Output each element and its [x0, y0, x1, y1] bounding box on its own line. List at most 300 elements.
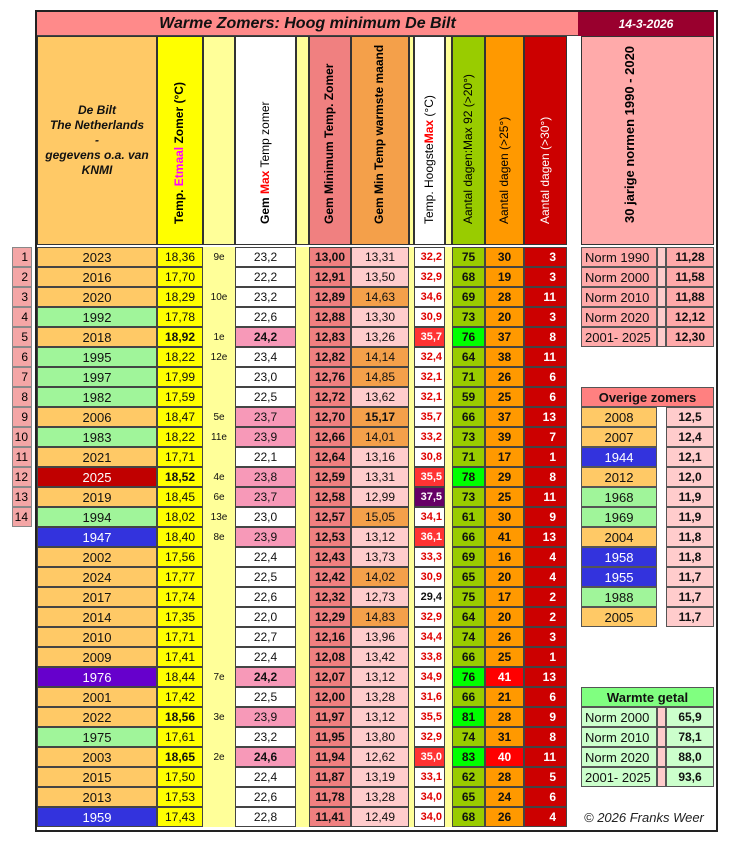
hoogste-max-cell: 35,5: [414, 467, 445, 487]
overige-value: 11,9: [666, 487, 714, 507]
days-20-cell: 83: [452, 747, 485, 767]
year-cell: 1947: [37, 527, 157, 547]
min-maand-cell: 13,31: [351, 247, 409, 267]
max-temp-cell: 22,5: [235, 567, 296, 587]
max-temp-cell: 22,1: [235, 447, 296, 467]
days-30-cell: 11: [524, 347, 567, 367]
position-label: [203, 307, 235, 327]
min-maand-cell: 13,31: [351, 467, 409, 487]
days-25-cell: 39: [485, 427, 524, 447]
header-max: Gem Max Temp zomer: [235, 36, 296, 245]
hoogste-max-cell: 33,2: [414, 427, 445, 447]
year-cell: 2016: [37, 267, 157, 287]
position-label: 1e: [213, 331, 225, 343]
etmaal-cell: 17,59: [157, 387, 203, 407]
days-20-cell: 69: [452, 547, 485, 567]
hoogste-max-cell: 31,6: [414, 687, 445, 707]
year-cell: 2021: [37, 447, 157, 467]
position-label: [203, 807, 235, 827]
etmaal-cell: 18,36: [157, 247, 203, 267]
warmte-spacer: [657, 747, 666, 767]
hoogste-max-cell: 37,5: [414, 487, 445, 507]
min-zomer-cell: 11,97: [309, 707, 351, 727]
hoogste-max-cell: 35,5: [414, 707, 445, 727]
days-25-cell: 28: [485, 707, 524, 727]
warmte-value: 93,6: [666, 767, 714, 787]
days-20-cell: 65: [452, 787, 485, 807]
position-label: [203, 367, 235, 387]
etmaal-cell: 18,44: [157, 667, 203, 687]
etmaal-cell: 18,65: [157, 747, 203, 767]
etmaal-cell: 17,35: [157, 607, 203, 627]
rank-number: 1: [12, 247, 32, 267]
position-label: 13e: [210, 511, 228, 523]
max-temp-cell: 22,5: [235, 687, 296, 707]
year-cell: 2020: [37, 287, 157, 307]
description-line: The Netherlands: [49, 118, 144, 132]
days-30-cell: 13: [524, 407, 567, 427]
days-25-cell: 37: [485, 327, 524, 347]
days-20-cell: 73: [452, 427, 485, 447]
min-zomer-cell: 11,94: [309, 747, 351, 767]
etmaal-cell: 17,53: [157, 787, 203, 807]
max-temp-cell: 22,4: [235, 547, 296, 567]
min-maand-cell: 13,12: [351, 707, 409, 727]
etmaal-cell: 17,43: [157, 807, 203, 827]
position-label: 11e: [211, 431, 227, 443]
header-min-zomer: Gem Minimum Temp. Zomer: [309, 36, 351, 245]
days-25-cell: 28: [485, 767, 524, 787]
days-30-cell: 6: [524, 687, 567, 707]
days-25-cell: 25: [485, 647, 524, 667]
days-30-cell: 11: [524, 747, 567, 767]
norm-spacer: [657, 247, 666, 267]
year-cell: 1995: [37, 347, 157, 367]
year-cell: 1982: [37, 387, 157, 407]
min-maand-cell: 13,73: [351, 547, 409, 567]
days-30-cell: 9: [524, 507, 567, 527]
days-20-cell: 75: [452, 247, 485, 267]
position-label: 12e: [210, 351, 228, 363]
warmte-label: Norm 2000: [581, 707, 657, 727]
page-title: Warme Zomers: Hoog minimum De Bilt: [37, 12, 578, 36]
min-zomer-cell: 12,16: [309, 627, 351, 647]
days-25-cell: 26: [485, 807, 524, 827]
header-d25: Aantal dagen (>25°): [485, 36, 524, 245]
norm-spacer: [657, 267, 666, 287]
hoogste-max-cell: 34,4: [414, 627, 445, 647]
max-temp-cell: 24,2: [235, 667, 296, 687]
etmaal-cell: 18,45: [157, 487, 203, 507]
max-temp-cell: 22,6: [235, 587, 296, 607]
year-cell: 2014: [37, 607, 157, 627]
days-20-cell: 71: [452, 367, 485, 387]
days-30-cell: 2: [524, 607, 567, 627]
min-maand-cell: 13,12: [351, 527, 409, 547]
days-20-cell: 59: [452, 387, 485, 407]
overige-year: 1968: [581, 487, 657, 507]
max-temp-cell: 23,2: [235, 247, 296, 267]
norm-value: 12,12: [666, 307, 714, 327]
hoogste-max-cell: 35,0: [414, 747, 445, 767]
hoogste-max-cell: 32,4: [414, 347, 445, 367]
days-25-cell: 25: [485, 387, 524, 407]
min-zomer-cell: 12,72: [309, 387, 351, 407]
description-line: gegevens o.a. van: [45, 148, 149, 162]
min-zomer-cell: 12,08: [309, 647, 351, 667]
hoogste-max-cell: 32,1: [414, 367, 445, 387]
days-20-cell: 74: [452, 627, 485, 647]
spacer-column: [296, 247, 309, 827]
days-30-cell: 13: [524, 667, 567, 687]
min-maand-cell: 14,14: [351, 347, 409, 367]
overige-value: 11,9: [666, 507, 714, 527]
position-label: [203, 267, 235, 287]
min-zomer-cell: 12,64: [309, 447, 351, 467]
rank-number: 9: [12, 407, 32, 427]
hoogste-max-cell: 32,1: [414, 387, 445, 407]
days-20-cell: 73: [452, 487, 485, 507]
days-25-cell: 26: [485, 627, 524, 647]
min-zomer-cell: 12,42: [309, 567, 351, 587]
max-temp-cell: 22,0: [235, 607, 296, 627]
max-temp-cell: 23,7: [235, 407, 296, 427]
hoogste-max-cell: 32,9: [414, 267, 445, 287]
days-25-cell: 30: [485, 247, 524, 267]
max-temp-cell: 24,6: [235, 747, 296, 767]
max-temp-cell: 22,2: [235, 267, 296, 287]
days-20-cell: 61: [452, 507, 485, 527]
days-30-cell: 4: [524, 807, 567, 827]
norm-label: Norm 2010: [581, 287, 657, 307]
overige-year: 2004: [581, 527, 657, 547]
position-label: 8e: [213, 531, 225, 543]
norm-spacer: [657, 307, 666, 327]
days-30-cell: 4: [524, 567, 567, 587]
days-30-cell: 8: [524, 467, 567, 487]
position-label: [203, 547, 235, 567]
etmaal-cell: 17,74: [157, 587, 203, 607]
position-label: [203, 447, 235, 467]
min-zomer-cell: 12,57: [309, 507, 351, 527]
min-zomer-cell: 12,83: [309, 327, 351, 347]
norm-value: 12,30: [666, 327, 714, 347]
days-30-cell: 3: [524, 627, 567, 647]
min-zomer-cell: 12,58: [309, 487, 351, 507]
min-zomer-cell: 11,78: [309, 787, 351, 807]
days-25-cell: 26: [485, 367, 524, 387]
year-cell: 1994: [37, 507, 157, 527]
min-zomer-cell: 12,91: [309, 267, 351, 287]
warmte-label: Norm 2010: [581, 727, 657, 747]
overige-title: Overige zomers: [581, 387, 714, 407]
days-30-cell: 8: [524, 727, 567, 747]
days-30-cell: 1: [524, 447, 567, 467]
norm-value: 11,88: [666, 287, 714, 307]
days-30-cell: 3: [524, 267, 567, 287]
hoogste-max-cell: 29,4: [414, 587, 445, 607]
days-30-cell: 9: [524, 707, 567, 727]
days-30-cell: 13: [524, 527, 567, 547]
overige-year: 1955: [581, 567, 657, 587]
overige-year: 2008: [581, 407, 657, 427]
max-temp-cell: 23,4: [235, 347, 296, 367]
min-maand-cell: 15,05: [351, 507, 409, 527]
days-25-cell: 19: [485, 267, 524, 287]
days-25-cell: 20: [485, 567, 524, 587]
etmaal-cell: 17,70: [157, 267, 203, 287]
overige-value: 11,7: [666, 567, 714, 587]
etmaal-cell: 18,22: [157, 427, 203, 447]
max-temp-cell: 22,6: [235, 307, 296, 327]
etmaal-cell: 18,47: [157, 407, 203, 427]
rank-number: 2: [12, 267, 32, 287]
days-30-cell: 3: [524, 307, 567, 327]
position-label: [203, 787, 235, 807]
warmte-value: 78,1: [666, 727, 714, 747]
etmaal-cell: 17,99: [157, 367, 203, 387]
min-maand-cell: 14,01: [351, 427, 409, 447]
max-temp-cell: 23,7: [235, 487, 296, 507]
min-maand-cell: 14,83: [351, 607, 409, 627]
rank-number: 3: [12, 287, 32, 307]
max-temp-cell: 22,4: [235, 647, 296, 667]
etmaal-cell: 18,56: [157, 707, 203, 727]
header-hoogste: Temp. HoogsteMax (°C): [414, 36, 445, 245]
overige-value: 12,1: [666, 447, 714, 467]
year-cell: 2013: [37, 787, 157, 807]
days-25-cell: 31: [485, 727, 524, 747]
year-cell: 2019: [37, 487, 157, 507]
date-label: 14-3-2026: [578, 12, 714, 36]
min-maand-cell: 13,96: [351, 627, 409, 647]
etmaal-cell: 17,42: [157, 687, 203, 707]
days-25-cell: 16: [485, 547, 524, 567]
min-maand-cell: 12,62: [351, 747, 409, 767]
days-30-cell: 1: [524, 647, 567, 667]
min-maand-cell: 13,62: [351, 387, 409, 407]
min-maand-cell: 15,17: [351, 407, 409, 427]
min-zomer-cell: 12,07: [309, 667, 351, 687]
days-25-cell: 41: [485, 667, 524, 687]
header-etmaal: Temp. Etmaal Zomer (°C): [157, 36, 203, 245]
min-maand-cell: 13,80: [351, 727, 409, 747]
max-temp-cell: 23,9: [235, 707, 296, 727]
days-30-cell: 7: [524, 427, 567, 447]
days-30-cell: 6: [524, 387, 567, 407]
position-label: 5e: [213, 411, 225, 423]
etmaal-cell: 18,02: [157, 507, 203, 527]
description-line: De Bilt: [77, 103, 116, 117]
position-label: [203, 627, 235, 647]
norm-spacer: [657, 327, 666, 347]
position-label: 9e: [213, 251, 225, 263]
days-25-cell: 25: [485, 487, 524, 507]
days-20-cell: 78: [452, 467, 485, 487]
hoogste-max-cell: 33,3: [414, 547, 445, 567]
overige-value: 11,7: [666, 587, 714, 607]
overige-year: 1988: [581, 587, 657, 607]
days-25-cell: 17: [485, 587, 524, 607]
header-normen: 30 jarige normen 1990 - 2020: [581, 36, 714, 245]
days-25-cell: 21: [485, 687, 524, 707]
etmaal-cell: 18,52: [157, 467, 203, 487]
year-cell: 2018: [37, 327, 157, 347]
min-maand-cell: 13,50: [351, 267, 409, 287]
hoogste-max-cell: 30,8: [414, 447, 445, 467]
max-temp-cell: 23,0: [235, 507, 296, 527]
spacer-column: [445, 247, 452, 827]
overige-value: 11,8: [666, 547, 714, 567]
hoogste-max-cell: 35,7: [414, 407, 445, 427]
warmte-title: Warmte getal: [581, 687, 714, 707]
min-zomer-cell: 11,95: [309, 727, 351, 747]
overige-year: 2007: [581, 427, 657, 447]
year-cell: 1976: [37, 667, 157, 687]
min-maand-cell: 12,73: [351, 587, 409, 607]
header-spacer: [296, 36, 309, 245]
days-30-cell: 11: [524, 287, 567, 307]
max-temp-cell: 23,2: [235, 727, 296, 747]
overige-value: 12,0: [666, 467, 714, 487]
min-maand-cell: 13,16: [351, 447, 409, 467]
etmaal-cell: 18,29: [157, 287, 203, 307]
year-cell: 2023: [37, 247, 157, 267]
min-maand-cell: 13,30: [351, 307, 409, 327]
days-25-cell: 37: [485, 407, 524, 427]
warmte-spacer: [657, 767, 666, 787]
year-cell: 2006: [37, 407, 157, 427]
hoogste-max-cell: 36,1: [414, 527, 445, 547]
days-20-cell: 64: [452, 607, 485, 627]
min-zomer-cell: 12,82: [309, 347, 351, 367]
min-maand-cell: 13,28: [351, 687, 409, 707]
year-cell: 2002: [37, 547, 157, 567]
norm-label: Norm 2020: [581, 307, 657, 327]
position-label: [203, 567, 235, 587]
min-zomer-cell: 12,66: [309, 427, 351, 447]
etmaal-cell: 17,71: [157, 627, 203, 647]
etmaal-cell: 18,22: [157, 347, 203, 367]
min-maand-cell: 13,26: [351, 327, 409, 347]
hoogste-max-cell: 33,8: [414, 647, 445, 667]
warmte-value: 65,9: [666, 707, 714, 727]
max-temp-cell: 23,9: [235, 527, 296, 547]
days-30-cell: 3: [524, 247, 567, 267]
days-20-cell: 65: [452, 567, 485, 587]
min-maand-cell: 14,85: [351, 367, 409, 387]
etmaal-cell: 17,61: [157, 727, 203, 747]
overige-value: 12,5: [666, 407, 714, 427]
rank-number: 8: [12, 387, 32, 407]
warmte-spacer: [657, 727, 666, 747]
hoogste-max-cell: 34,6: [414, 287, 445, 307]
days-25-cell: 40: [485, 747, 524, 767]
rank-number: 4: [12, 307, 32, 327]
description-line: -: [94, 133, 99, 147]
min-zomer-cell: 12,32: [309, 587, 351, 607]
year-cell: 1992: [37, 307, 157, 327]
warmte-label: 2001- 2025: [581, 767, 657, 787]
days-20-cell: 69: [452, 287, 485, 307]
etmaal-cell: 18,92: [157, 327, 203, 347]
days-20-cell: 68: [452, 807, 485, 827]
hoogste-max-cell: 32,9: [414, 727, 445, 747]
position-label: [203, 587, 235, 607]
year-cell: 1983: [37, 427, 157, 447]
norm-spacer: [657, 287, 666, 307]
days-30-cell: 5: [524, 767, 567, 787]
hoogste-max-cell: 33,1: [414, 767, 445, 787]
overige-value: 11,7: [666, 607, 714, 627]
days-20-cell: 68: [452, 267, 485, 287]
year-cell: 2015: [37, 767, 157, 787]
min-maand-cell: 12,49: [351, 807, 409, 827]
overige-year: 1958: [581, 547, 657, 567]
days-20-cell: 64: [452, 347, 485, 367]
year-cell: 2003: [37, 747, 157, 767]
min-zomer-cell: 11,41: [309, 807, 351, 827]
rank-number: 10: [12, 427, 32, 447]
norm-label: Norm 1990: [581, 247, 657, 267]
min-maand-cell: 13,28: [351, 787, 409, 807]
days-20-cell: 62: [452, 767, 485, 787]
position-label: 7e: [213, 671, 225, 683]
year-cell: 2010: [37, 627, 157, 647]
hoogste-max-cell: 32,2: [414, 247, 445, 267]
min-zomer-cell: 12,76: [309, 367, 351, 387]
max-temp-cell: 22,8: [235, 807, 296, 827]
overige-year: 2005: [581, 607, 657, 627]
warmte-label: Norm 2020: [581, 747, 657, 767]
min-zomer-cell: 12,88: [309, 307, 351, 327]
max-temp-cell: 23,8: [235, 467, 296, 487]
position-label: 6e: [213, 491, 225, 503]
hoogste-max-cell: 34,9: [414, 667, 445, 687]
hoogste-max-cell: 35,7: [414, 327, 445, 347]
days-20-cell: 66: [452, 527, 485, 547]
max-temp-cell: 22,5: [235, 387, 296, 407]
header-d20: Aantal dagen:Max 92 (>20°): [452, 36, 485, 245]
hoogste-max-cell: 34,0: [414, 787, 445, 807]
position-label: 10e: [210, 291, 228, 303]
etmaal-cell: 17,56: [157, 547, 203, 567]
min-zomer-cell: 11,87: [309, 767, 351, 787]
rank-number: 12: [12, 467, 32, 487]
min-maand-cell: 13,12: [351, 667, 409, 687]
header-rank-position: [203, 36, 235, 245]
hoogste-max-cell: 30,9: [414, 567, 445, 587]
days-20-cell: 66: [452, 647, 485, 667]
days-25-cell: 20: [485, 607, 524, 627]
days-30-cell: 6: [524, 787, 567, 807]
header-d30: Aantal dagen (>30°): [524, 36, 567, 245]
year-cell: 2009: [37, 647, 157, 667]
min-zomer-cell: 12,89: [309, 287, 351, 307]
min-zomer-cell: 12,29: [309, 607, 351, 627]
min-zomer-cell: 12,00: [309, 687, 351, 707]
min-maand-cell: 14,02: [351, 567, 409, 587]
warmte-value: 88,0: [666, 747, 714, 767]
overige-year: 2012: [581, 467, 657, 487]
description-line: KNMI: [81, 163, 113, 177]
min-zomer-cell: 12,59: [309, 467, 351, 487]
days-25-cell: 41: [485, 527, 524, 547]
year-cell: 2001: [37, 687, 157, 707]
days-30-cell: 4: [524, 547, 567, 567]
max-temp-cell: 22,7: [235, 627, 296, 647]
warmte-spacer: [657, 707, 666, 727]
